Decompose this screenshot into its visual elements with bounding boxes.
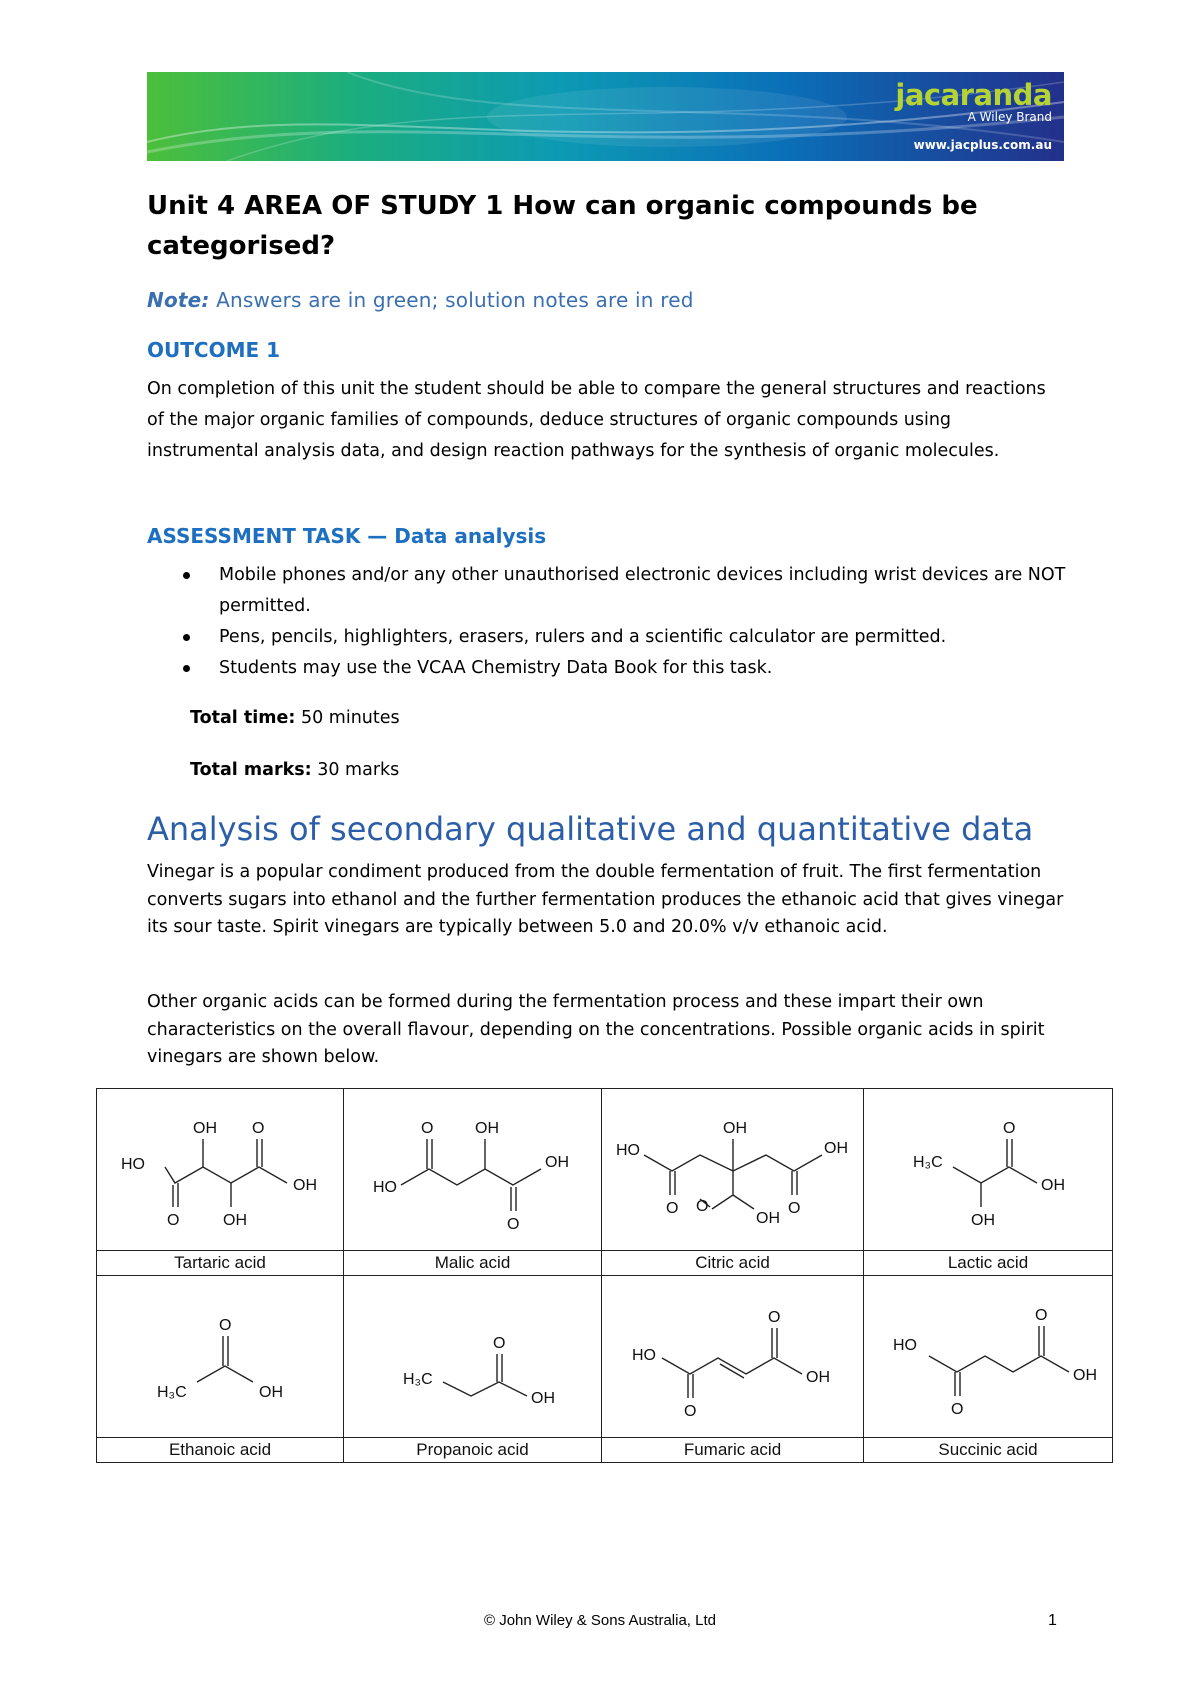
brand-name: jacaranda [895,78,1052,112]
rules-list [147,560,1067,684]
svg-text:H₃C: H₃C [402,1370,433,1388]
svg-text:O: O [492,1334,505,1352]
succinic-acid-structure [864,1276,1113,1438]
citric-acid-structure [602,1089,864,1251]
bullet-icon [183,634,190,641]
malic-acid-structure [344,1089,602,1251]
svg-text:OH: OH [223,1211,247,1229]
bullet-icon [183,665,190,672]
section-paragraph-1: Vinegar is a popular condiment produced from the double fermentation of fruit. The first fermentation converts sugars into ethanol and the further fermentation produces the ethanoic acid that gives vinegar its sour taste. Spirit vinegars are typically between 5.0 and 20.0% v/v ethanoic acid. [147,862,1064,937]
svg-text:HO: HO [615,1141,640,1159]
svg-text:O: O [665,1199,678,1217]
outcome-text: On completion of this unit the student should be able to compare the general structures and reactions of the major organic families of compounds, deduce structures of organic compounds using instrumental analysis data, and design reaction pathways for the synthesis of organic molecules. [147,379,1046,461]
svg-text:O: O [695,1197,708,1215]
svg-text:OH: OH [805,1368,830,1386]
brand-tagline: A Wiley Brand [967,110,1052,124]
svg-text:HO: HO [893,1336,917,1354]
acid-name-label: Propanoic acid [344,1438,602,1463]
list-item: Mobile phones and/or any other unauthorised electronic devices including wrist devices are NOT permitted. [147,560,1067,622]
svg-text:OH: OH [823,1139,848,1157]
svg-text:OH: OH [544,1153,569,1171]
acid-name-label: Malic acid [344,1251,602,1276]
svg-text:HO: HO [121,1155,145,1173]
outcome-heading: OUTCOME 1 [147,338,281,362]
organic-acids-table [96,1088,1113,1463]
total-marks: Total marks: 30 marks [190,760,400,780]
svg-text:O: O [252,1119,265,1137]
svg-text:O: O [787,1199,800,1217]
list-item: Pens, pencils, highlighters, erasers, rulers and a scientific calculator are permitted. [147,622,1067,653]
page-number: 1 [1048,1612,1057,1629]
svg-text:H₃C: H₃C [157,1383,187,1401]
answer-note [147,288,694,312]
svg-text:H₃C: H₃C [913,1153,943,1171]
section-heading: Analysis of secondary qualitative and quantitative data [147,810,1034,848]
svg-text:O: O [167,1211,180,1229]
list-item: Students may use the VCAA Chemistry Data Book for this task. [147,653,1067,684]
fumaric-acid-structure [602,1276,864,1438]
svg-text:O: O [420,1119,433,1137]
svg-text:O: O [506,1215,519,1233]
page-title: Unit 4 AREA OF STUDY 1 How can organic compounds be categorised? [147,191,978,261]
acid-name-label: Fumaric acid [602,1438,864,1463]
svg-text:HO: HO [372,1178,397,1196]
svg-text:O: O [767,1308,780,1326]
footer-copyright: © John Wiley & Sons Australia, Ltd [484,1612,716,1629]
note-text: Answers are in green; solution notes are in red [216,288,694,312]
svg-text:HO: HO [631,1346,656,1364]
bullet-icon [183,572,190,579]
tartaric-acid-structure [97,1089,344,1251]
svg-text:O: O [1035,1306,1048,1324]
brand-url[interactable]: www.jacplus.com.au [913,138,1052,152]
svg-text:OH: OH [293,1176,317,1194]
svg-text:OH: OH [474,1119,499,1137]
svg-text:O: O [683,1402,696,1420]
acid-name-label: Ethanoic acid [97,1438,344,1463]
assessment-heading: ASSESSMENT TASK — Data analysis [147,524,547,548]
svg-text:OH: OH [971,1211,995,1229]
svg-text:O: O [219,1316,232,1334]
brand-logo[interactable] [895,80,1052,152]
svg-text:OH: OH [530,1389,555,1407]
section-paragraph-2: Other organic acids can be formed during the fermentation process and these impart their own characteristics on the overall flavour, depending on the concentrations. Possible organic acids in spirit vinegars are shown below. [147,992,1045,1067]
svg-text:OH: OH [193,1119,217,1137]
note-label: Note: [147,288,210,312]
header-banner [147,72,1064,161]
svg-text:OH: OH [1073,1366,1097,1384]
acid-name-label: Tartaric acid [97,1251,344,1276]
svg-text:OH: OH [1041,1176,1065,1194]
propanoic-acid-structure [344,1276,602,1438]
svg-text:O: O [951,1400,964,1418]
acid-name-label: Lactic acid [864,1251,1113,1276]
svg-text:OH: OH [755,1209,780,1227]
lactic-acid-structure [864,1089,1113,1251]
total-time: Total time: 50 minutes [190,708,400,728]
acid-name-label: Succinic acid [864,1438,1113,1463]
svg-text:OH: OH [722,1119,747,1137]
acid-name-label: Citric acid [602,1251,864,1276]
svg-text:O: O [1003,1119,1016,1137]
ethanoic-acid-structure [97,1276,344,1438]
svg-text:OH: OH [259,1383,283,1401]
